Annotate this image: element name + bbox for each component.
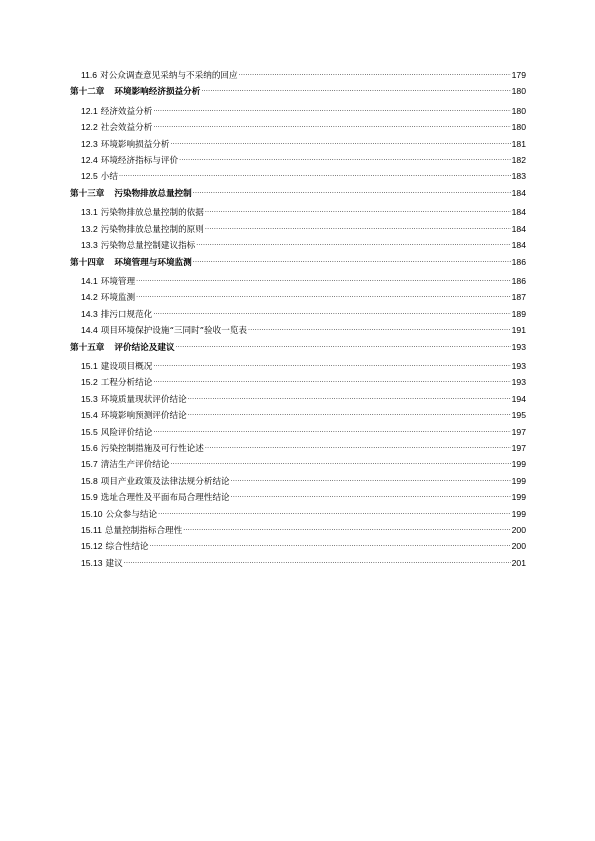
toc-section-entry[interactable]: [70, 459, 526, 471]
dot-leader: [158, 509, 511, 517]
toc-section-entry[interactable]: [70, 427, 526, 439]
toc-entry-number: 14.1: [81, 276, 98, 287]
dot-leader: [231, 476, 511, 484]
toc-entry-number: 15.13: [81, 557, 103, 568]
dot-leader: [201, 86, 510, 94]
toc-entry-number: 12.3: [81, 138, 98, 149]
toc-section-entry[interactable]: [70, 207, 526, 219]
toc-section-entry[interactable]: [70, 171, 526, 183]
toc-entry-title: 污染控制措施及可行性论述: [100, 444, 204, 455]
toc-entry-title: 环境影响经济损益分析: [114, 87, 201, 98]
toc-section-entry[interactable]: [70, 492, 526, 504]
dot-leader: [205, 443, 511, 451]
toc-entry-title: 污染物排放总量控制的依据: [100, 208, 204, 219]
toc-entry-number: 12.2: [81, 122, 98, 133]
toc-chapter-entry[interactable]: [70, 342, 526, 354]
toc-entry-number: 15.6: [81, 443, 98, 454]
toc-section-entry[interactable]: [70, 139, 526, 151]
toc-entry-page-number: 184: [511, 223, 526, 234]
toc-entry-number: 15.7: [81, 459, 98, 470]
toc-entry-number: 第十五章: [70, 342, 105, 353]
toc-entry-title: 总量控制指标合理性: [104, 525, 183, 536]
toc-entry-page-number: 183: [511, 171, 526, 182]
toc-entry-page-number: 194: [511, 393, 526, 404]
toc-entry-number: 13.1: [81, 207, 98, 218]
dot-leader: [136, 292, 511, 300]
toc-section-entry[interactable]: [70, 361, 526, 373]
dot-leader: [231, 492, 511, 500]
toc-entry-title: 清洁生产评价结论: [100, 460, 170, 471]
toc-chapter-entry[interactable]: [70, 86, 526, 98]
toc-section-entry[interactable]: [70, 224, 526, 236]
toc-entry-page-number: 184: [511, 207, 526, 218]
dot-leader: [153, 106, 510, 114]
toc-entry-number: 14.3: [81, 308, 98, 319]
toc-section-entry[interactable]: [70, 276, 526, 288]
dot-leader: [193, 257, 511, 265]
toc-section-entry[interactable]: [70, 476, 526, 488]
toc-entry-page-number: 179: [511, 70, 526, 80]
dot-leader: [153, 309, 510, 317]
toc-entry-title: 小结: [100, 172, 118, 183]
toc-entry-number: 14.2: [81, 292, 98, 303]
dot-leader: [205, 224, 511, 232]
toc-section-entry[interactable]: [70, 377, 526, 389]
toc-section-entry[interactable]: [70, 541, 526, 553]
toc-entry-title: 综合性结论: [105, 542, 149, 553]
toc-entry-page-number: 199: [511, 508, 526, 519]
toc-entry-number: 15.8: [81, 475, 98, 486]
toc-entry-number: 第十三章: [70, 188, 105, 199]
dot-leader: [183, 525, 510, 533]
toc-entry-number: 13.2: [81, 223, 98, 234]
toc-entry-page-number: 199: [511, 492, 526, 503]
toc-section-entry[interactable]: [70, 292, 526, 304]
toc-entry-title: 风险评价结论: [100, 427, 153, 438]
dot-leader: [153, 377, 510, 385]
toc-entry-page-number: 200: [511, 541, 526, 552]
toc-section-entry[interactable]: [70, 394, 526, 406]
dot-leader: [248, 325, 511, 333]
toc-entry-title: 环境管理与环境监测: [114, 257, 192, 268]
toc-entry-page-number: 193: [511, 341, 526, 352]
toc-entry-number: 12.1: [81, 105, 98, 116]
toc-entry-number: 12.5: [81, 171, 98, 182]
toc-entry-number: 15.1: [81, 361, 98, 372]
dot-leader: [153, 427, 510, 435]
toc-entry-number: 15.11: [81, 524, 102, 535]
toc-entry-page-number: 199: [511, 459, 526, 470]
toc-entry-number: 14.4: [81, 325, 98, 336]
toc-entry-title: 项目环境保护设施“三同时”验收一览表: [100, 326, 248, 337]
toc-entry-number: 13.3: [81, 240, 98, 251]
toc-entry-page-number: 184: [511, 187, 526, 198]
toc-entry-number: 15.2: [81, 377, 98, 388]
toc-entry-page-number: 199: [511, 475, 526, 486]
toc-chapter-entry[interactable]: [70, 257, 526, 269]
toc-entry-page-number: 189: [511, 308, 526, 319]
toc-section-entry[interactable]: [70, 155, 526, 167]
dot-leader: [239, 70, 511, 78]
dot-leader: [188, 410, 511, 418]
toc-entry-page-number: 180: [511, 86, 526, 97]
dot-leader: [176, 342, 511, 350]
toc-entry-number: 第十二章: [70, 87, 105, 98]
toc-entry-title: 工程分析结论: [100, 378, 153, 389]
dot-leader: [205, 207, 511, 215]
toc-section-entry[interactable]: [70, 525, 526, 537]
toc-section-entry[interactable]: [70, 240, 526, 252]
toc-entry-page-number: 186: [511, 256, 526, 267]
dot-leader: [124, 558, 511, 566]
toc-entry-title: 对公众调查意见采纳与不采纳的回应: [100, 71, 238, 81]
dot-leader: [153, 361, 510, 369]
dot-leader: [171, 139, 511, 147]
toc-section-entry[interactable]: [70, 106, 526, 118]
toc-entry-page-number: 201: [511, 557, 526, 568]
toc-entry-title: 污染物总量控制建议指标: [100, 241, 196, 252]
dot-leader: [196, 240, 510, 248]
toc-entry-page-number: 180: [511, 105, 526, 116]
toc-entry-page-number: 180: [511, 122, 526, 133]
dot-leader: [136, 276, 511, 284]
toc-entry-title: 项目产业政策及法律法规分析结论: [100, 476, 230, 487]
toc-entry-number: 15.4: [81, 410, 98, 421]
toc-entry-title: 经济效益分析: [100, 106, 153, 117]
toc-entry-number: 第十四章: [70, 257, 105, 268]
toc-entry-title: 社会效益分析: [100, 123, 153, 134]
toc-entry-page-number: 191: [511, 325, 526, 336]
toc-entry-page-number: 197: [511, 443, 526, 454]
dot-leader: [193, 188, 511, 196]
dot-leader: [188, 394, 511, 402]
toc-entry-number: 15.9: [81, 492, 98, 503]
toc-section-entry[interactable]: [70, 443, 526, 455]
toc-entry-number: 15.10: [81, 508, 103, 519]
toc-entry-title: 建议: [105, 558, 123, 569]
toc-entry-page-number: 184: [511, 240, 526, 251]
toc-entry-number: 15.3: [81, 393, 98, 404]
table-of-contents: [70, 70, 526, 574]
toc-entry-title: 选址合理性及平面布局合理性结论: [100, 493, 230, 504]
toc-entry-page-number: 197: [511, 426, 526, 437]
toc-entry-page-number: 187: [511, 292, 526, 303]
toc-entry-title: 排污口规范化: [100, 309, 153, 320]
toc-entry-title: 公众参与结论: [105, 509, 158, 520]
toc-entry-number: 11.6: [81, 70, 98, 80]
toc-section-entry[interactable]: [70, 325, 526, 337]
toc-chapter-entry[interactable]: [70, 188, 526, 200]
toc-entry-number: 12.4: [81, 155, 98, 166]
toc-section-entry[interactable]: [70, 509, 526, 521]
toc-entry-title: 环境监测: [100, 293, 136, 304]
toc-entry-title: 评价结论及建议: [114, 342, 175, 353]
dot-leader: [179, 155, 511, 163]
toc-entry-title: 环境经济指标与评价: [100, 156, 179, 167]
toc-entry-page-number: 193: [511, 361, 526, 372]
toc-entry-page-number: 186: [511, 276, 526, 287]
toc-entry-title: 环境管理: [100, 277, 136, 288]
toc-entry-number: 15.5: [81, 426, 98, 437]
toc-entry-page-number: 182: [511, 155, 526, 166]
toc-section-entry[interactable]: [70, 122, 526, 134]
toc-entry-page-number: 193: [511, 377, 526, 388]
toc-entry-title: 环境影响损益分析: [100, 139, 170, 150]
toc-entry-page-number: 200: [511, 524, 526, 535]
toc-section-entry[interactable]: [70, 558, 526, 570]
toc-entry-page-number: 181: [511, 138, 526, 149]
toc-entry-title: 建设项目概况: [100, 362, 153, 373]
toc-entry-title: 环境质量现状评价结论: [100, 394, 187, 405]
dot-leader: [171, 459, 511, 467]
dot-leader: [150, 541, 511, 549]
toc-entry-number: 15.12: [81, 541, 103, 552]
toc-entry-title: 环境影响预测评价结论: [100, 411, 187, 422]
toc-section-entry[interactable]: [70, 309, 526, 321]
toc-entry-title: 污染物排放总量控制: [114, 188, 192, 199]
dot-leader: [119, 171, 511, 179]
toc-entry-page-number: 195: [511, 410, 526, 421]
dot-leader: [153, 122, 510, 130]
toc-section-entry[interactable]: [70, 410, 526, 422]
toc-entry-title: 污染物排放总量控制的原则: [100, 224, 204, 235]
toc-section-entry[interactable]: [70, 70, 526, 82]
